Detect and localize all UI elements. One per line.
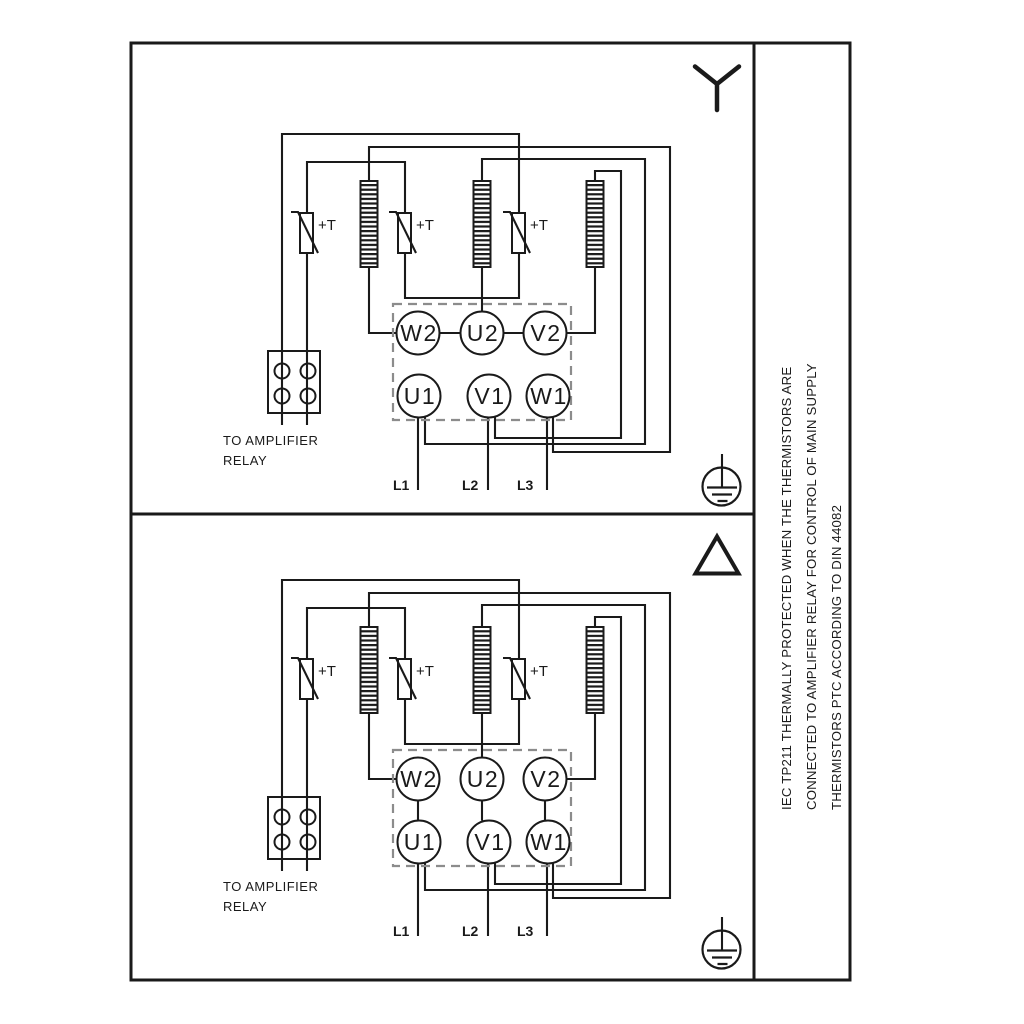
terminal-label: W1 xyxy=(530,829,568,855)
terminal-label: W2 xyxy=(400,320,438,346)
thermistor-label: +T xyxy=(416,663,434,680)
star-icon xyxy=(695,67,739,111)
delta-icon xyxy=(696,537,739,574)
thermistor-label: +T xyxy=(530,217,548,234)
winding-coil-v xyxy=(587,181,604,267)
terminal-label: V1 xyxy=(474,383,506,409)
delta-panel xyxy=(223,537,741,969)
thermistor-label: +T xyxy=(416,217,434,234)
relay-caption-line1: TO AMPLIFIER xyxy=(223,433,319,448)
side-note-line1: IEC TP211 THERMALLY PROTECTED WHEN THE THERMISTORS ARE xyxy=(779,366,794,810)
thermistor-icon xyxy=(503,212,530,253)
thermistor-icon xyxy=(503,658,530,699)
amplifier-relay-connector xyxy=(268,797,320,859)
side-note-line2: CONNECTED TO AMPLIFIER RELAY FOR CONTROL OF MAIN SUPPLY xyxy=(804,363,819,810)
side-note xyxy=(779,363,844,810)
terminal-label: V2 xyxy=(530,766,562,792)
amplifier-relay-connector xyxy=(268,351,320,413)
thermistor-icon xyxy=(389,658,416,699)
terminal-label: W1 xyxy=(530,383,568,409)
winding-coil-u xyxy=(474,181,491,267)
winding-coil-w xyxy=(361,181,378,267)
relay-caption-line2: RELAY xyxy=(223,899,268,914)
winding-coil-v xyxy=(587,627,604,713)
terminal-label: U2 xyxy=(466,320,500,346)
supply-l2-label: L2 xyxy=(462,477,479,493)
thermistor-label: +T xyxy=(318,217,336,234)
supply-l3-label: L3 xyxy=(517,477,534,493)
earth-icon xyxy=(703,454,741,506)
supply-l1-label: L1 xyxy=(393,477,410,493)
thermistor-label: +T xyxy=(318,663,336,680)
terminal-label: U1 xyxy=(403,383,437,409)
terminal-label: W2 xyxy=(400,766,438,792)
earth-icon xyxy=(703,917,741,969)
star-panel xyxy=(223,67,741,506)
side-note-line3: THERMISTORS PTC ACCORDING TO DIN 44082 xyxy=(829,504,844,810)
thermistor-icon xyxy=(291,212,318,253)
thermistor-icon xyxy=(389,212,416,253)
terminal-label: U2 xyxy=(466,766,500,792)
supply-l3-label: L3 xyxy=(517,923,534,939)
terminal-label: U1 xyxy=(403,829,437,855)
winding-coil-w xyxy=(361,627,378,713)
relay-caption-line2: RELAY xyxy=(223,453,268,468)
supply-l1-label: L1 xyxy=(393,923,410,939)
relay-caption-line1: TO AMPLIFIER xyxy=(223,879,319,894)
thermistor-label: +T xyxy=(530,663,548,680)
terminal-label: V2 xyxy=(530,320,562,346)
terminal-label: V1 xyxy=(474,829,506,855)
supply-l2-label: L2 xyxy=(462,923,479,939)
winding-coil-u xyxy=(474,627,491,713)
thermistor-icon xyxy=(291,658,318,699)
